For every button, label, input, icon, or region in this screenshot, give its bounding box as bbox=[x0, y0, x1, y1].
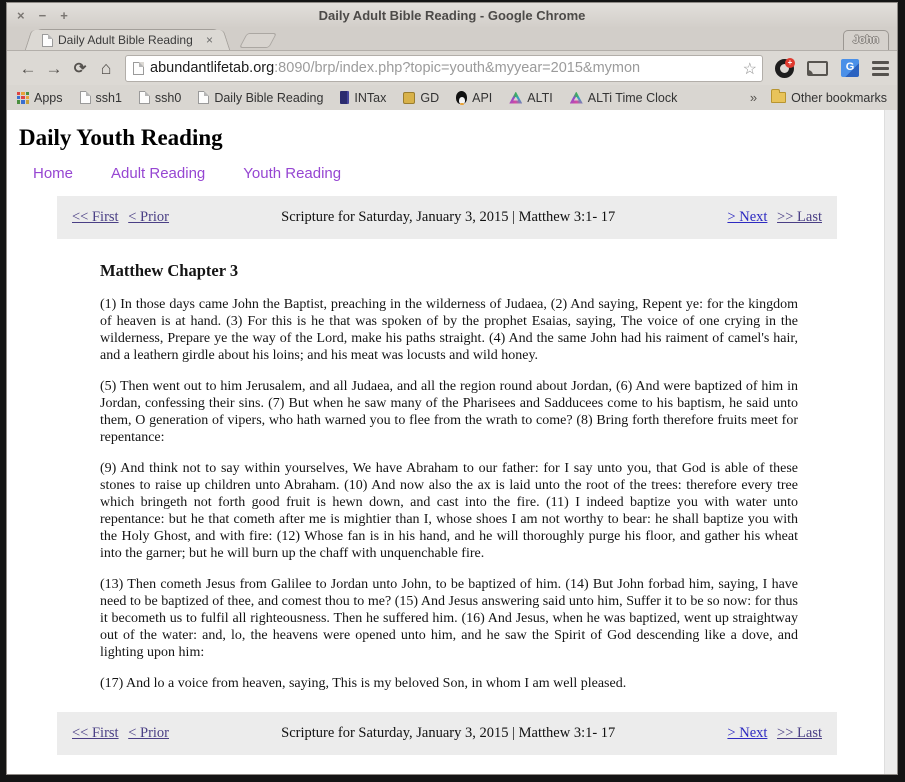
bookmark-apps[interactable] bbox=[17, 91, 63, 105]
page-icon bbox=[80, 91, 91, 104]
bookmark-label: INTax bbox=[354, 90, 387, 105]
cast-extension-icon[interactable] bbox=[807, 61, 828, 76]
chrome-menu-icon[interactable] bbox=[872, 61, 889, 76]
bookmark-label: ssh0 bbox=[154, 90, 182, 105]
forward-button[interactable]: → bbox=[45, 58, 63, 78]
bookmark-ssh1[interactable] bbox=[80, 91, 122, 105]
bookmarks-bar bbox=[7, 85, 897, 110]
scrollbar-track[interactable] bbox=[884, 110, 897, 774]
tab-favicon-icon bbox=[42, 34, 53, 47]
extension-area bbox=[775, 59, 889, 78]
bookmark-intax[interactable] bbox=[340, 91, 386, 105]
penguin-icon bbox=[456, 91, 467, 104]
gd-favicon-icon bbox=[403, 92, 415, 104]
nav-link-youth-reading[interactable]: Youth Reading bbox=[243, 165, 342, 182]
tab-title: Daily Adult Bible Reading bbox=[58, 33, 193, 47]
page-icon bbox=[198, 91, 209, 104]
browser-toolbar bbox=[7, 50, 897, 85]
apps-grid-icon bbox=[17, 92, 29, 104]
site-nav bbox=[33, 165, 877, 182]
verse-paragraph: (9) And think not to say within yourselves, We have Abraham to our father: for I say unto you, that God is able of these stones to raise up children unto Abraham. (10) And now also the ax is laid unto the root of the trees: therefore every tree which bringeth not forth good fruit is hewn down, and cast into the fire. (11) I indeed baptize you with water unto repentance: but he that cometh after me is mightier than I, whose shoes I am not worthy to bear: he shall baptize you with the Holy Ghost, and with fire: (12) Whose fan is in his hand, and he will thoroughly purge his floor, and gather his wheat into the garner; but he will burn up the chaff with unquenchable fire. bbox=[100, 461, 798, 561]
address-bar[interactable] bbox=[125, 55, 763, 82]
bookmark-api[interactable] bbox=[456, 91, 492, 105]
prior-link[interactable]: < Prior bbox=[128, 725, 170, 741]
scripture-title: Scripture for Saturday, January 3, 2015 | Matthew 3:1- 17 bbox=[281, 725, 616, 741]
window-title: Daily Adult Bible Reading - Google Chrome bbox=[318, 8, 586, 23]
web-page-content bbox=[7, 110, 897, 774]
bookmark-label: GD bbox=[420, 90, 440, 105]
bookmark-label: ALTI bbox=[527, 90, 553, 105]
book-icon bbox=[340, 91, 349, 104]
tab-close-icon[interactable]: × bbox=[205, 33, 213, 47]
tab-daily-adult-bible-reading[interactable] bbox=[35, 29, 220, 50]
verse-paragraph: (5) Then went out to him Jerusalem, and all Judaea, and all the region round about Jordan, (6) And were baptized of him in Jordan, confessing their sins. (7) But when he saw many of the Pharisees and Sadducees come to his baptism, he said unto them, O generation of vipers, who hath warned you to flee from the wrath to come? (8) Bring forth therefore fruits meet for repentance: bbox=[100, 379, 798, 445]
other-bookmarks-label: Other bookmarks bbox=[791, 90, 887, 105]
url-host: abundantlifetab.org bbox=[150, 60, 275, 76]
window-close-icon[interactable]: × bbox=[17, 8, 25, 23]
bookmark-star-icon[interactable]: ☆ bbox=[742, 60, 757, 78]
last-link[interactable]: >> Last bbox=[777, 725, 822, 741]
profile-badge[interactable]: John bbox=[843, 30, 889, 50]
page-title: Daily Youth Reading bbox=[19, 125, 223, 150]
other-bookmarks-button[interactable] bbox=[771, 91, 887, 105]
scripture-title: Scripture for Saturday, January 3, 2015 | Matthew 3:1- 17 bbox=[281, 209, 616, 225]
triangle-knot-icon bbox=[570, 92, 583, 104]
first-link[interactable]: << First bbox=[72, 725, 119, 741]
prior-link[interactable]: < Prior bbox=[128, 209, 170, 225]
page-icon bbox=[139, 91, 150, 104]
window-maximize-icon[interactable]: + bbox=[60, 8, 68, 23]
verse-paragraph: (1) In those days came John the Baptist, preaching in the wilderness of Judaea, (2) And saying, Repent ye: for the kingdom of heaven is at hand. (3) For this is he that was spoken of by the prophet Esaias, saying, The voice of one crying in the wilderness, Prepare ye the way of the Lord, make his paths straight. (4) And the same John had his raiment of camel's hair, and a leathern girdle about his loins; and his meat was locusts and wild honey. bbox=[100, 297, 798, 363]
browser-window bbox=[6, 2, 898, 775]
first-link[interactable]: << First bbox=[72, 209, 119, 225]
last-link[interactable]: >> Last bbox=[777, 209, 822, 225]
bookmark-ssh0[interactable] bbox=[139, 91, 181, 105]
verse-paragraph: (13) Then cometh Jesus from Galilee to Jordan unto John, to be baptized of him. (14) But John forbad him, saying, I have need to be baptized of thee, and comest thou to me? (15) And Jesus answering said unto him, Suffer it to be so now: for thus it becometh us to fulfil all righteousness. Then he suffered him. (16) And Jesus, when he was baptized, went up straightway out of the water: and, lo, the heavens were opened unto him, and he saw the Spirit of God descending like a dove, and lighting upon him: bbox=[100, 577, 798, 660]
bookmark-daily-bible-reading[interactable] bbox=[198, 91, 323, 105]
window-titlebar[interactable] bbox=[7, 3, 897, 28]
chapter-heading: Matthew Chapter 3 bbox=[100, 261, 239, 280]
next-link[interactable]: > Next bbox=[727, 725, 768, 741]
bookmarks-overflow-chevron-icon[interactable]: » bbox=[749, 90, 758, 105]
bookmark-gd[interactable] bbox=[403, 91, 439, 105]
next-link[interactable]: > Next bbox=[727, 209, 768, 225]
new-tab-button[interactable] bbox=[239, 33, 277, 48]
scripture-nav-bottom bbox=[57, 712, 837, 755]
verse-paragraph: (17) And lo a voice from heaven, saying, This is my beloved Son, in whom I am well pleased. bbox=[100, 676, 627, 691]
folder-icon bbox=[771, 92, 786, 103]
triangle-knot-icon bbox=[509, 92, 522, 104]
url-path: :8090/brp/index.php?topic=youth&myyear=2015&mymon bbox=[274, 60, 641, 76]
nav-link-adult-reading[interactable]: Adult Reading bbox=[111, 165, 206, 182]
window-minimize-icon[interactable]: − bbox=[38, 8, 47, 23]
bookmark-label: ssh1 bbox=[95, 90, 122, 105]
bookmark-label: API bbox=[472, 90, 493, 105]
bookmark-alti[interactable] bbox=[509, 91, 552, 105]
bookmark-alti-time-clock[interactable] bbox=[570, 91, 678, 105]
bookmark-label: Apps bbox=[34, 90, 63, 105]
scripture-nav-top bbox=[57, 196, 837, 239]
bookmark-label: Daily Bible Reading bbox=[214, 90, 324, 105]
adblocker-extension-icon[interactable] bbox=[775, 59, 794, 78]
bookmark-label: ALTi Time Clock bbox=[587, 90, 678, 105]
home-button[interactable]: ⌂ bbox=[100, 58, 112, 78]
nav-link-home[interactable]: Home bbox=[33, 165, 74, 182]
tab-strip bbox=[7, 28, 897, 50]
adblocker-badge: + bbox=[785, 58, 795, 68]
page-security-icon[interactable] bbox=[133, 62, 144, 75]
scripture-text bbox=[100, 261, 798, 692]
reload-button[interactable]: ⟳ bbox=[73, 59, 87, 77]
translate-extension-icon[interactable]: G bbox=[841, 59, 859, 77]
back-button[interactable]: ← bbox=[19, 58, 37, 78]
url-text[interactable] bbox=[150, 60, 640, 76]
